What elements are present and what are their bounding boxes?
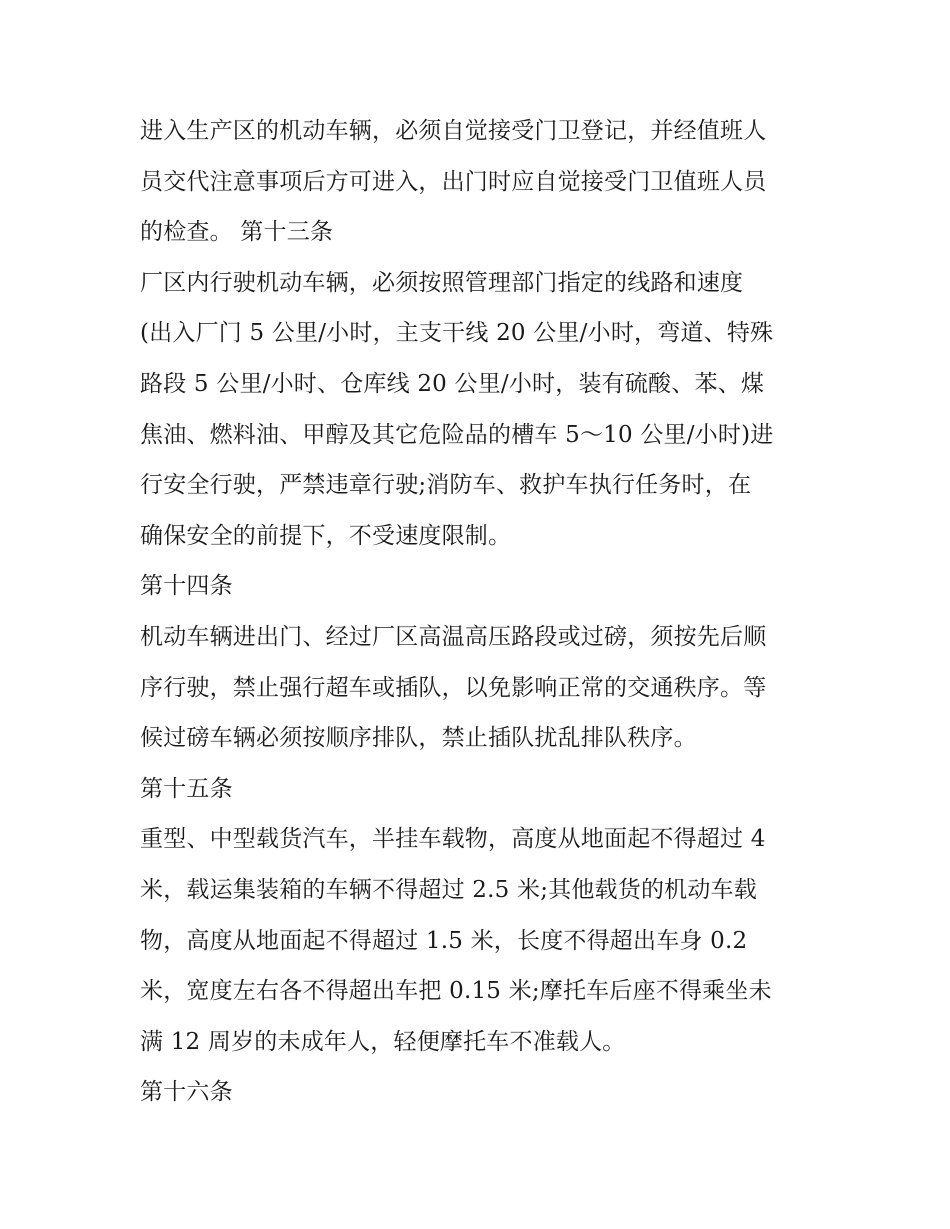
text-line-11: 机动车辆进出门、经过厂区高温高压路段或过磅，须按先后顺: [140, 623, 767, 650]
text-line-17: 物，高度从地面起不得超过 1.5 米，长度不得超出车身 0.2: [140, 927, 748, 954]
text-line-5: (出入厂门 5 公里/小时，主支干线 20 公里/小时，弯道、特殊: [140, 320, 774, 347]
text-line-2: 员交代注意事项后方可进入，出门时应自觉接受门卫值班人员: [140, 168, 767, 195]
text-line-15: 重型、中型载货汽车，半挂车载物，高度从地面起不得超过 4: [140, 826, 766, 853]
text-line-4: 厂区内行驶机动车辆，必须按照管理部门指定的线路和速度: [140, 269, 744, 296]
text-line-8: 行安全行驶，严禁违章行驶;消防车、救护车执行任务时，在: [140, 472, 752, 499]
text-line-13: 候过磅车辆必须按顺序排队，禁止插队扰乱排队秩序。: [140, 725, 697, 752]
text-line-12: 序行驶，禁止强行超车或插队，以免影响正常的交通秩序。等: [140, 674, 767, 701]
text-line-19: 满 12 周岁的未成年人，轻便摩托车不准载人。: [140, 1028, 626, 1055]
text-line-7: 焦油、燃料油、甲醇及其它危险品的槽车 5～10 公里/小时)进: [140, 421, 774, 448]
text-line-1: 进入生产区的机动车辆，必须自觉接受门卫登记，并经值班人: [140, 118, 767, 144]
section-heading-16: 第十六条: [140, 1079, 233, 1106]
text-line-6: 路段 5 公里/小时、仓库线 20 公里/小时，装有硫酸、苯、煤: [140, 370, 765, 397]
text-line-9: 确保安全的前提下，不受速度限制。: [140, 522, 512, 549]
section-heading-15: 第十五条: [140, 775, 233, 802]
section-heading-14: 第十四条: [140, 573, 233, 600]
text-line-16: 米，载运集装箱的车辆不得超过 2.5 米;其他载货的机动车载: [140, 876, 757, 903]
text-line-3: 的检查。 第十三条: [140, 219, 334, 246]
document-body: [140, 106, 820, 1118]
text-line-18: 米，宽度左右各不得超出车把 0.15 米;摩托车后座不得乘坐未: [140, 978, 772, 1005]
